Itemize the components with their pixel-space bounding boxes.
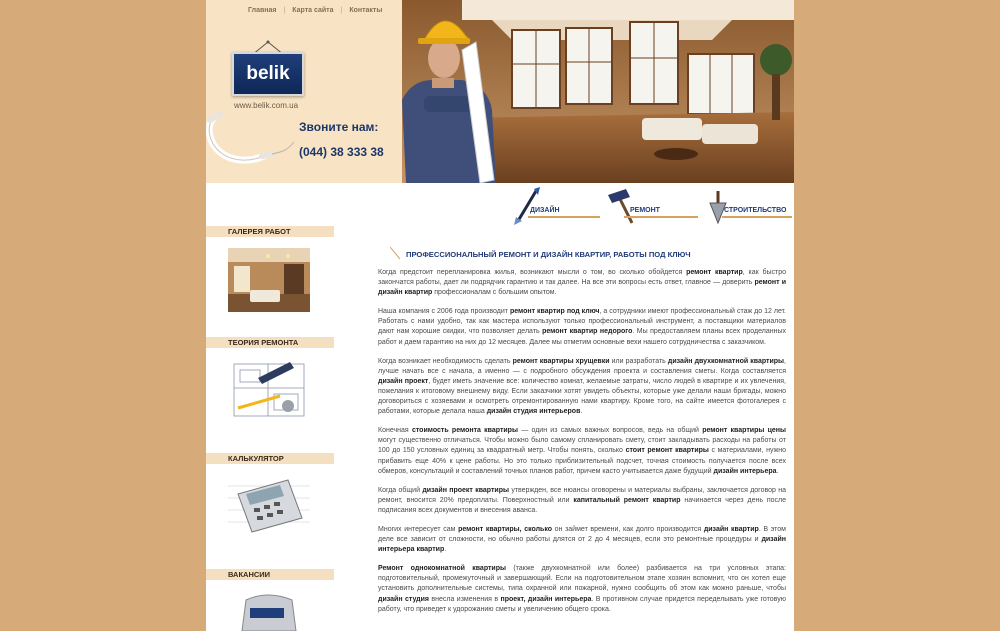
text: . В этом деле все зависит от сложности, но обычно работы длятся от 2 до 4 месяцев, если это ремонтные процедуры и xyxy=(378,525,786,544)
hammer-icon xyxy=(606,187,640,225)
keyword: дизайн интерьера xyxy=(713,467,777,475)
page xyxy=(206,0,794,631)
keyword: дизайн проект xyxy=(378,377,429,385)
keyword: ремонт квартиры хрущевки xyxy=(512,357,610,365)
service-design[interactable] xyxy=(510,187,600,225)
text: с материалами, нужно прибавить еще 40% к цене работы. Но это только приблизительный подсчет, точная стоимость получается после всех обмеров, консультаций и составлений точных планов работ, причем касто учитывается даже будущий xyxy=(378,447,787,475)
text: или разработать xyxy=(609,357,668,365)
sidebar-heading-vacancies[interactable]: ВАКАНСИИ xyxy=(206,569,334,580)
text: профессионалам с большим опытом. xyxy=(432,289,557,297)
keyword: дизайн двухкомнатной квартиры xyxy=(667,357,785,365)
text: , как быстро закончатся работы, дает ли подрядчик гарантию и так далее. На все эти вопросы есть ответ, главное — доверить xyxy=(378,269,786,287)
text: . xyxy=(580,408,583,416)
sidebar-heading-theory[interactable]: ТЕОРИЯ РЕМОНТА xyxy=(206,337,334,348)
nav-separator: | xyxy=(283,7,286,14)
text: . Мы предоставляем планы всех проделанных работ и даем гарантию на них до 12 месяцев. Далее мы отметим основные вехи нашего сотрудничества с заказчиком. xyxy=(378,328,787,346)
header-photo xyxy=(402,0,794,183)
service-construction-label: СТРОИТЕЛЬСТВО xyxy=(724,207,787,214)
keyword: ремонт квартир недорого xyxy=(542,328,633,336)
text: Когда предстоит перепланировка жилья, возникают мысли о том, во сколько обойдется xyxy=(378,269,687,276)
text: он займет времени, как долго производится xyxy=(552,525,704,533)
paragraph-2 xyxy=(378,307,786,347)
text: . В противном случае придется переделывать уже готовую работу, что приведет к удорожанию сметы и увеличению общего срока. xyxy=(378,595,787,613)
keyword: ремонт квартиры цены xyxy=(702,427,786,435)
paragraph-1 xyxy=(378,268,786,298)
divider xyxy=(624,216,698,218)
text: Многих интересует сам xyxy=(378,525,459,533)
site-logo[interactable]: belik xyxy=(232,52,304,96)
text: Наша компания с 2006 года производит xyxy=(378,308,510,316)
keyword: ремонт квартиры, сколько xyxy=(458,525,553,533)
keyword: ремонт квартир под ключ xyxy=(509,308,600,316)
paragraph-3 xyxy=(378,357,786,418)
keyword: дизайн студия интерьеров xyxy=(486,408,581,416)
call-us-label: Звоните нам: xyxy=(299,120,379,134)
services-nav xyxy=(502,183,794,228)
text: начинается через день после подписания всех документов и внесения аванса. xyxy=(378,496,786,514)
service-design-label: ДИЗАЙН xyxy=(530,207,560,214)
keyword: ремонт и дизайн квартир xyxy=(378,279,787,297)
keyword: дизайн интерьера квартир xyxy=(378,536,786,554)
service-repair-label: РЕМОНТ xyxy=(630,207,660,214)
text: Когда общий xyxy=(378,486,423,494)
nav-home[interactable]: Главная xyxy=(248,7,277,14)
keyword: стоит ремонт квартиры xyxy=(625,447,709,455)
paragraph-7 xyxy=(378,564,786,614)
keyword: стоимость ремонта квартиры xyxy=(411,427,518,435)
keyword: проект, дизайн интерьера xyxy=(500,595,592,603)
service-construction[interactable] xyxy=(704,187,794,225)
divider xyxy=(722,216,792,218)
text: . xyxy=(444,546,447,554)
text: , будет иметь значение все: количество комнат, желаемые затраты, число людей в квартире и их увлечения, пожелания к итоговому внешнему виду. Если заказчики хотят увидеть объекты, которые уже делали наши бригады, можно договориться с хозяевами и осмотреть отремонтированную нами квартиру. Кроме того, на сайте имеется фотогалерея с работами, которые делала наша xyxy=(378,377,786,416)
text: Когда возникает необходимость сделать xyxy=(378,357,513,365)
text: Конечная xyxy=(378,427,412,435)
keyword: Ремонт однокомнатной квартиры xyxy=(378,565,506,573)
header xyxy=(206,0,794,183)
nav-contacts[interactable]: Контакты xyxy=(349,7,383,14)
phone-number[interactable]: (044) 38 333 38 xyxy=(299,145,384,159)
keyword: дизайн студия xyxy=(378,595,430,603)
sidebar-heading-calculator[interactable]: КАЛЬКУЛЯТОР xyxy=(206,453,334,464)
vacancies-thumbnail[interactable] xyxy=(228,590,310,631)
keyword: капитальный ремонт квартир xyxy=(573,496,681,504)
top-nav xyxy=(248,7,382,14)
site-url: www.belik.com.ua xyxy=(234,101,299,110)
text: — один из самых важных вопросов, ведь на общий xyxy=(517,427,703,435)
page-title: ПРОФЕССИОНАЛЬНЫЙ РЕМОНТ И ДИЗАЙН КВАРТИР, РАБОТЫ ПОД КЛЮЧ xyxy=(406,250,691,259)
paintbrush-icon xyxy=(510,187,540,225)
telephone-icon xyxy=(206,112,296,164)
trowel-icon xyxy=(704,187,734,225)
text: , лучше начать все с начала, а именно — с подробного обсуждения проекта и составления сметы. Когда составляется xyxy=(378,357,786,375)
keyword: ремонт квартир xyxy=(686,269,743,276)
text: (также двухкомнатной или более) разбивается на три условных этапа: подготовительный, промежуточный и завершающий. Если на подготовительном этапе хозяин вспомнит, что он хотел еще установить дополнительные системы, типа охранной или пожарной, нужно сообщить об этом как можно раньше, чтобы xyxy=(378,565,786,593)
text: . xyxy=(776,467,779,475)
divider xyxy=(528,216,600,218)
paragraph-4 xyxy=(378,426,786,476)
text: могут существенно отличаться. Чтобы можно было самому спланировать смету, стоит закладывать расходы на работы от 100 до 150 условных единиц за квадратный метр. Чтобы понять, сколько xyxy=(378,437,786,455)
main-content xyxy=(378,250,786,624)
keyword: дизайн проект квартиры xyxy=(422,486,509,494)
gallery-thumbnail[interactable] xyxy=(228,248,310,312)
calculator-thumbnail[interactable] xyxy=(228,474,310,538)
text: , а сотрудники имеют профессиональный стаж до 12 лет. Работать с нами удобно, так как мастера используют только профессиональный инструмент, а поставщики материалов дают нам хорошие скидки, что позволяет делать xyxy=(378,308,786,336)
nav-separator: | xyxy=(340,7,343,14)
service-repair[interactable] xyxy=(606,187,698,225)
nav-sitemap[interactable]: Карта сайта xyxy=(292,7,334,14)
text: внесла изменения в xyxy=(429,595,501,603)
sidebar-heading-gallery[interactable]: ГАЛЕРЕЯ РАБОТ xyxy=(206,226,334,237)
paragraph-5 xyxy=(378,486,786,516)
theory-thumbnail[interactable] xyxy=(228,358,310,422)
keyword: дизайн квартир xyxy=(703,525,759,533)
text: утвержден, все нюансы оговорены и материалы выбраны, заключается договор на ремонт, вносится 20% предоплаты. Поверхностный или xyxy=(378,486,786,504)
paragraph-6 xyxy=(378,525,786,555)
